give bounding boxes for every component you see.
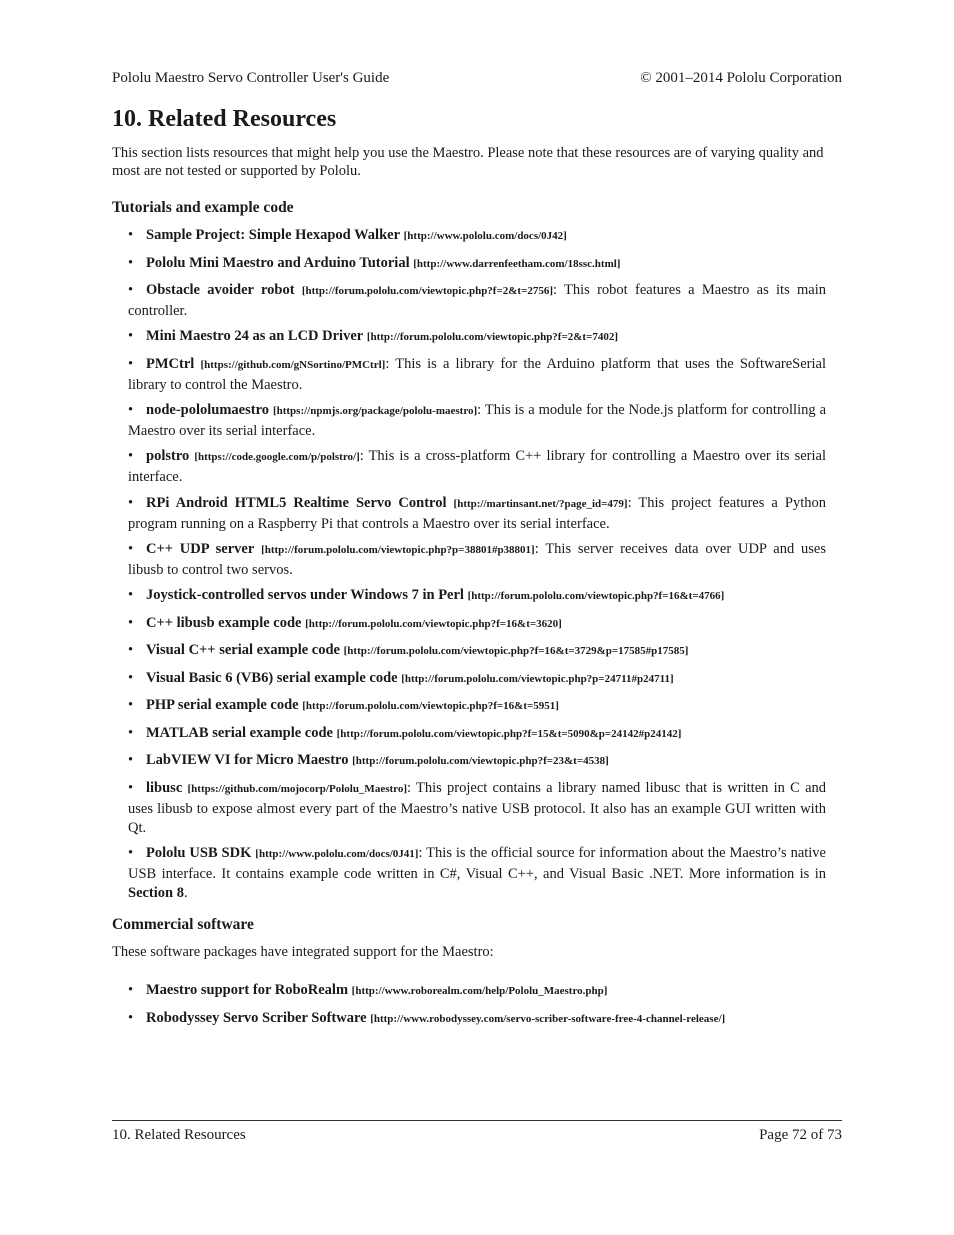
list-item [128,844,826,904]
bullet-icon: • [128,845,134,861]
bullet-icon: • [128,402,134,418]
resource-title: Mini Maestro 24 as an LCD Driver [146,328,364,344]
bullet-icon: • [128,670,134,686]
list-item [128,981,607,1002]
resource-link[interactable]: [http://forum.pololu.com/viewtopic.php?f=16&t=4766] [467,590,725,602]
footer-section: 10. Related Resources [112,1127,246,1143]
bullet-icon: • [128,227,134,243]
resource-link[interactable]: [http://forum.pololu.com/viewtopic.php?f=2&t=2756] [301,285,553,297]
resource-link[interactable]: [http://martinsant.net/?page_id=479] [453,498,628,510]
resource-link[interactable]: [http://forum.pololu.com/viewtopic.php?f=16&t=5951] [302,700,559,712]
resource-title: PMCtrl [146,356,195,372]
list-item [128,751,609,772]
bullet-icon: • [128,356,134,372]
resource-desc-tail: . [183,885,188,901]
resource-link[interactable]: [http://www.roborealm.com/help/Pololu_Maestro.php] [351,985,608,997]
running-header-title: Pololu Maestro Servo Controller User's Guide [112,70,390,86]
resource-title: polstro [146,448,190,464]
resource-title: MATLAB serial example code [146,725,333,741]
list-item [128,779,826,839]
list-item [128,494,826,534]
resource-link[interactable]: [http://forum.pololu.com/viewtopic.php?f=16&t=3620] [305,618,562,630]
bullet-icon: • [128,780,134,796]
resource-title: C++ libusb example code [146,615,302,631]
resource-title: LabVIEW VI for Micro Maestro [146,752,349,768]
resource-title: Pololu USB SDK [146,845,252,861]
resource-link[interactable]: [http://forum.pololu.com/viewtopic.php?p=38801#p38801] [261,544,535,556]
resource-desc: : This project features a Python program running on a Raspberry Pi that controls a Maestro over its serial interface. [128,495,827,532]
footer-page-number: Page 72 of 73 [759,1127,842,1143]
list-item [128,355,826,395]
resource-desc: : This is a library for the Arduino platform that uses the SoftwareSerial library to control the Maestro. [128,356,827,393]
footer-divider [112,1120,842,1121]
resource-title: Sample Project: Simple Hexapod Walker [146,227,401,243]
commercial-intro: These software packages have integrated support for the Maestro: [112,944,494,960]
resource-desc: : This project contains a library named libusc that is written in C and uses libusb to expose almost every part of the Maestro’s native USB protocol. It also has an example GUI written with Qt. [128,780,827,836]
resource-title: C++ UDP server [146,541,255,557]
resource-title: libusc [146,780,183,796]
bullet-icon: • [128,587,134,603]
resource-link[interactable]: [https://github.com/mojocorp/Pololu_Maestro] [187,783,407,795]
resource-link[interactable]: [http://forum.pololu.com/viewtopic.php?f=23&t=4538] [352,755,609,767]
resource-desc: : This server receives data over UDP and uses libusb to control two servos. [128,541,826,578]
tutorials-heading: Tutorials and example code [112,199,294,216]
resource-title: Pololu Mini Maestro and Arduino Tutorial [146,255,410,271]
list-item [128,724,681,745]
section-ref-link[interactable]: Section 8 [128,885,184,901]
list-item [128,586,724,607]
bullet-icon: • [128,697,134,713]
page-title: 10. Related Resources [112,106,337,132]
bullet-icon: • [128,541,134,557]
bullet-icon: • [128,328,134,344]
resource-link[interactable]: [http://forum.pololu.com/viewtopic.php?f=15&t=5090&p=24142#p24142] [336,728,682,740]
resource-link[interactable]: [https://npmjs.org/package/pololu-maestro] [272,405,478,417]
list-item [128,614,562,635]
intro-paragraph: This section lists resources that might help you use the Maestro. Please note that these resources are of varying quality and most are not tested or supported by Pololu. [112,145,824,179]
resource-title: node-pololumaestro [146,402,269,418]
commercial-heading: Commercial software [112,916,254,933]
running-header-copyright: © 2001–2014 Pololu Corporation [640,70,842,86]
resource-link[interactable]: [http://forum.pololu.com/viewtopic.php?f=2&t=7402] [366,331,618,343]
resource-link[interactable]: [https://code.google.com/p/polstro/] [194,451,360,463]
bullet-icon: • [128,642,134,658]
resource-desc: : This robot features a Maestro as its main controller. [128,282,826,319]
list-item [128,540,826,580]
list-item [128,641,688,662]
resource-link[interactable]: [http://www.pololu.com/docs/0J41] [255,848,419,860]
resource-title: Visual Basic 6 (VB6) serial example code [146,670,398,686]
list-item [128,226,567,247]
resource-link[interactable]: [https://github.com/gNSortino/PMCtrl] [200,359,386,371]
resource-title: Maestro support for RoboRealm [146,982,349,998]
list-item [128,327,618,348]
resource-desc: : This is a cross-platform C++ library for controlling a Maestro over its serial interface. [128,448,826,485]
bullet-icon: • [128,982,134,998]
resource-link[interactable]: [http://forum.pololu.com/viewtopic.php?p=24711#p24711] [401,673,674,685]
resource-title: PHP serial example code [146,697,299,713]
bullet-icon: • [128,255,134,271]
list-item [128,254,620,275]
bullet-icon: • [128,282,134,298]
list-item [128,447,826,487]
resource-link[interactable]: [http://www.pololu.com/docs/0J42] [403,230,567,242]
resource-title: Obstacle avoider robot [146,282,295,298]
resource-title: RPi Android HTML5 Realtime Servo Control [146,495,447,511]
bullet-icon: • [128,495,134,511]
resource-link[interactable]: [http://forum.pololu.com/viewtopic.php?f=16&t=3729&p=17585#p17585] [343,645,689,657]
bullet-icon: • [128,448,134,464]
bullet-icon: • [128,725,134,741]
resource-desc: : This is the official source for information about the Maestro’s native USB interface. It contains example code written in C#, Visual C++, and Visual Basic .NET. More information is in [128,845,826,882]
list-item [128,401,826,441]
resource-link[interactable]: [http://www.darrenfeetham.com/18ssc.html] [413,258,621,270]
resource-title: Visual C++ serial example code [146,642,340,658]
list-item [128,696,559,717]
resource-title: Joystick-controlled servos under Windows 7 in Perl [146,587,464,603]
resource-desc: : This is a module for the Node.js platform for controlling a Maestro over its serial interface. [128,402,826,439]
resource-title: Robodyssey Servo Scriber Software [146,1010,367,1026]
bullet-icon: • [128,615,134,631]
bullet-icon: • [128,752,134,768]
list-item [128,669,674,690]
resource-link[interactable]: [http://www.robodyssey.com/servo-scriber-software-free-4-channel-release/] [370,1013,726,1025]
list-item [128,281,826,321]
bullet-icon: • [128,1010,134,1026]
list-item [128,1009,725,1030]
